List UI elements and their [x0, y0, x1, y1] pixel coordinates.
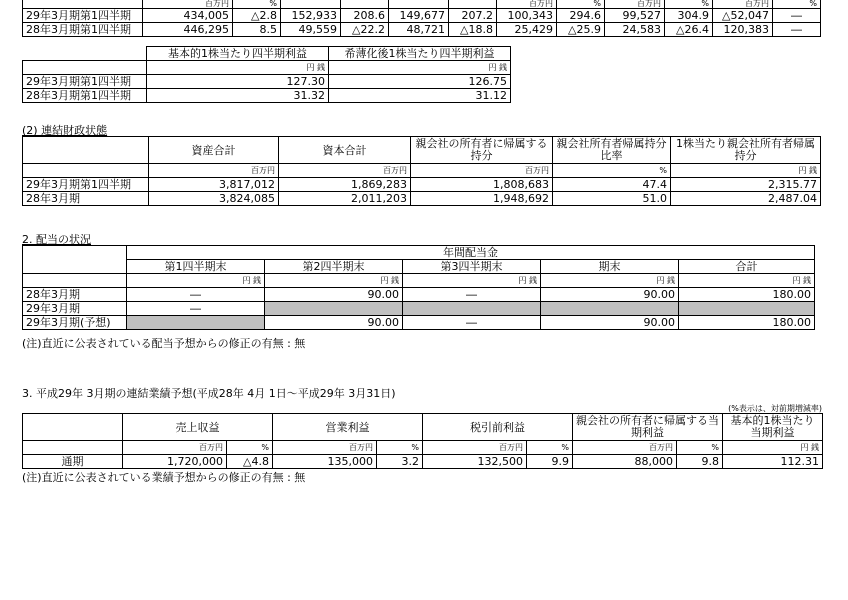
dividend-revision-note: (注)直近に公表されている配当予想からの修正の有無 : 無: [22, 337, 306, 350]
header-row: [23, 137, 821, 164]
forecast-table: [22, 413, 823, 469]
column-header: 希薄化後1株当たり四半期利益: [329, 47, 511, 61]
financial-position-table: [22, 136, 821, 206]
row-label: 29年3月期第1四半期: [23, 75, 147, 89]
unit-row: 円 銭 円 銭 円 銭 円 銭 円 銭: [23, 274, 815, 288]
column-header: 親会社所有者帰属持分比率: [553, 137, 671, 164]
row-label: 28年3月期第1四半期: [23, 89, 147, 103]
table-row: 28年3月期第1四半期 446,295 8.5 49,559 △22.2 48,721 △18.8 25,429 △25.9 24,583 △26.4 120,383 ―: [23, 23, 821, 37]
table-row: 28年3月期第1四半期 31.32 31.12: [23, 89, 511, 103]
group-header-row: [23, 246, 815, 260]
table-row: 28年3月期 3,824,085 2,011,203 1,948,692 51.0 2,487.04: [23, 192, 821, 206]
table-row: 29年3月期第1四半期 127.30 126.75: [23, 75, 511, 89]
column-header: 親会社の所有者に帰属する持分: [411, 137, 553, 164]
column-header: 親会社の所有者に帰属する当期利益: [573, 414, 723, 441]
column-header: 営業利益: [273, 414, 423, 441]
row-label: 29年3月期: [23, 302, 127, 316]
row-label: 28年3月期第1四半期: [23, 23, 143, 37]
group-header: 年間配当金: [127, 246, 815, 260]
table-row: 29年3月期第1四半期 3,817,012 1,869,283 1,808,683 47.4 2,315.77: [23, 178, 821, 192]
table-row: 29年3月期(予想) 90.00 ― 90.00 180.00: [23, 316, 815, 330]
column-header: 基本的1株当たり当期利益: [723, 414, 823, 441]
row-label: 29年3月期第1四半期: [23, 9, 143, 23]
column-header: 売上収益: [123, 414, 273, 441]
column-header: 第3四半期末: [403, 260, 541, 274]
header-row: [23, 414, 823, 441]
column-header: 期末: [541, 260, 679, 274]
section-title-forecast: 3. 平成29年 3月期の連結業績予想(平成28年 4月 1日～平成29年 3月31日): [22, 387, 396, 400]
dividends-table: [22, 245, 815, 330]
unit-row: 百万円 % 百万円 % 百万円 % 百万円 % 円 銭: [23, 441, 823, 455]
column-header: 税引前利益: [423, 414, 573, 441]
header-row: [23, 260, 815, 274]
column-header: 資産合計: [149, 137, 279, 164]
column-header: 基本的1株当たり四半期利益: [147, 47, 329, 61]
row-label: 28年3月期: [23, 288, 127, 302]
column-header: 第2四半期末: [265, 260, 403, 274]
section-title-dividends: 2. 配当の状況: [22, 233, 91, 246]
unit-row: 円 銭 円 銭: [23, 61, 511, 75]
eps-table: [22, 46, 511, 103]
unit-row: 百万円 % 百万円 % 百万円 % 百万円 %: [23, 0, 821, 9]
pct-note: (%表示は、対前期増減率): [728, 404, 822, 413]
column-header: 第1四半期末: [127, 260, 265, 274]
table-row: 28年3月期 ― 90.00 ― 90.00 180.00: [23, 288, 815, 302]
row-label: 29年3月期第1四半期: [23, 178, 149, 192]
unit-row: 百万円 百万円 百万円 % 円 銭: [23, 164, 821, 178]
table-row: 29年3月期第1四半期 434,005 △2.8 152,933 208.6 149,677 207.2 100,343 294.6 99,527 304.9 △52,047 ―: [23, 9, 821, 23]
section-title-financial-position: (2) 連結財政状態: [22, 124, 108, 137]
operating-results-table: [22, 0, 821, 37]
column-header: 合計: [679, 260, 815, 274]
row-label: 通期: [23, 455, 123, 469]
table-row: 通期 1,720,000 △4.8 135,000 3.2 132,500 9.9 88,000 9.8 112.31: [23, 455, 823, 469]
row-label: 29年3月期(予想): [23, 316, 127, 330]
table-row: 29年3月期 ―: [23, 302, 815, 316]
header-row: [23, 47, 511, 61]
column-header: 1株当たり親会社所有者帰属持分: [671, 137, 821, 164]
column-header: 資本合計: [279, 137, 411, 164]
forecast-revision-note: (注)直近に公表されている業績予想からの修正の有無 : 無: [22, 471, 306, 484]
row-label: 28年3月期: [23, 192, 149, 206]
